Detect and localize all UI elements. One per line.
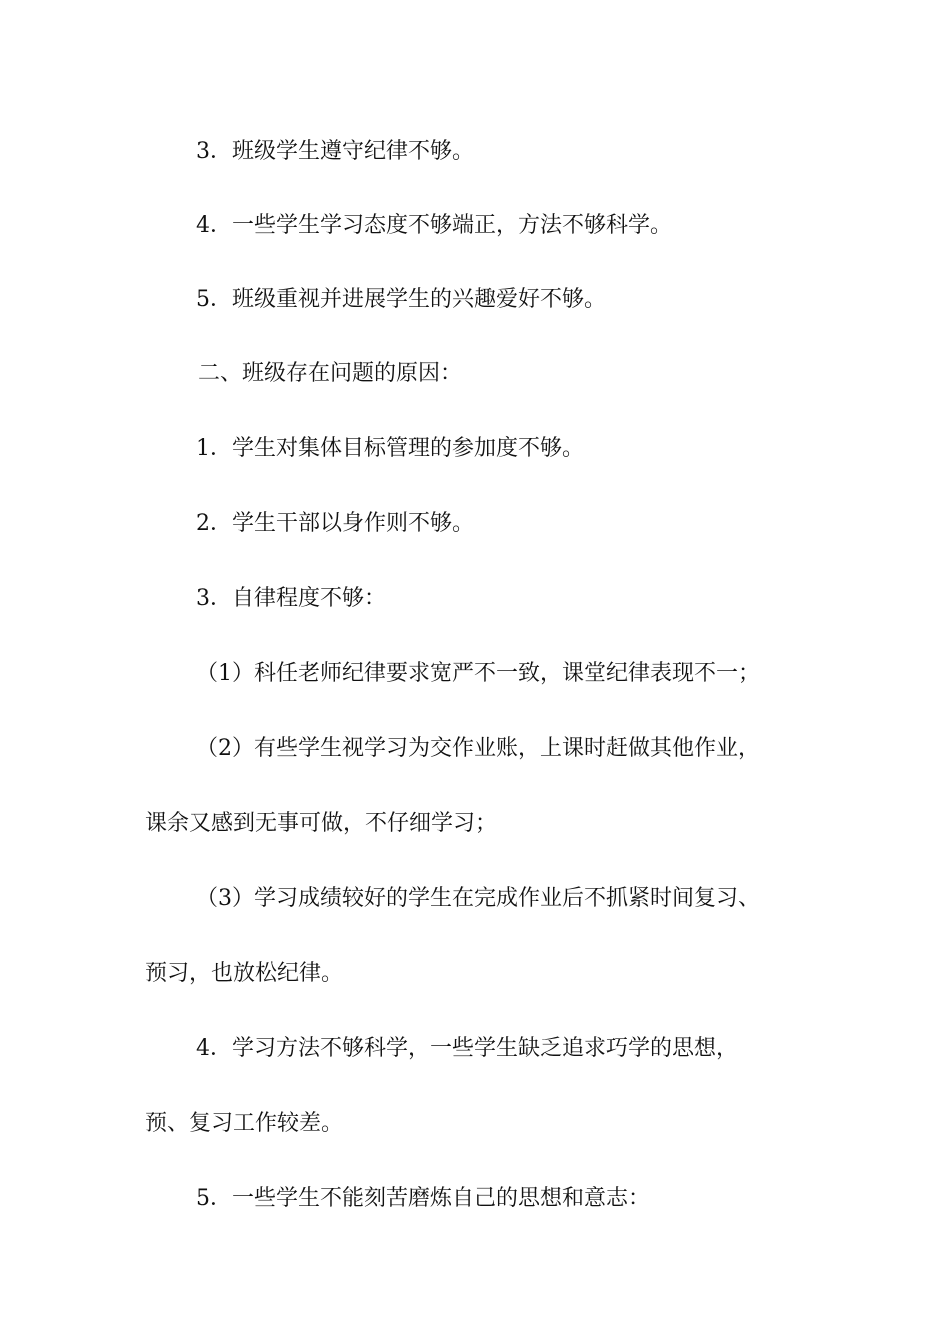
sub-item-2-line-2: 课余又感到无事可做，不仔细学习； <box>145 811 498 836</box>
cause-item-1: 1．学生对集体目标管理的参加度不够。 <box>196 436 584 461</box>
list-item-5-interests: 5．班级重视并进展学生的兴趣爱好不够。 <box>196 287 606 312</box>
cause-item-4-line-2: 预、复习工作较差。 <box>145 1111 344 1136</box>
sub-item-1: （1）科任老师纪律要求宽严不一致，课堂纪律表现不一； <box>196 661 760 686</box>
cause-item-3: 3．自律程度不够： <box>196 586 386 611</box>
cause-item-2: 2．学生干部以身作则不够。 <box>196 511 474 536</box>
section-heading-causes: 二、班级存在问题的原因： <box>198 361 463 386</box>
sub-item-2-line-1: （2）有些学生视学习为交作业账，上课时赶做其他作业， <box>196 736 760 761</box>
sub-item-3-line-2: 预习，也放松纪律。 <box>145 961 344 986</box>
cause-item-5: 5．一些学生不能刻苦磨炼自己的思想和意志： <box>196 1186 650 1211</box>
list-item-4-study-attitude: 4．一些学生学习态度不够端正，方法不够科学。 <box>196 213 672 238</box>
sub-item-3-line-1: （3）学习成绩较好的学生在完成作业后不抓紧时间复习、 <box>196 886 760 911</box>
cause-item-4-line-1: 4．学习方法不够科学，一些学生缺乏追求巧学的思想， <box>196 1036 738 1061</box>
list-item-3-discipline: 3．班级学生遵守纪律不够。 <box>196 139 474 164</box>
